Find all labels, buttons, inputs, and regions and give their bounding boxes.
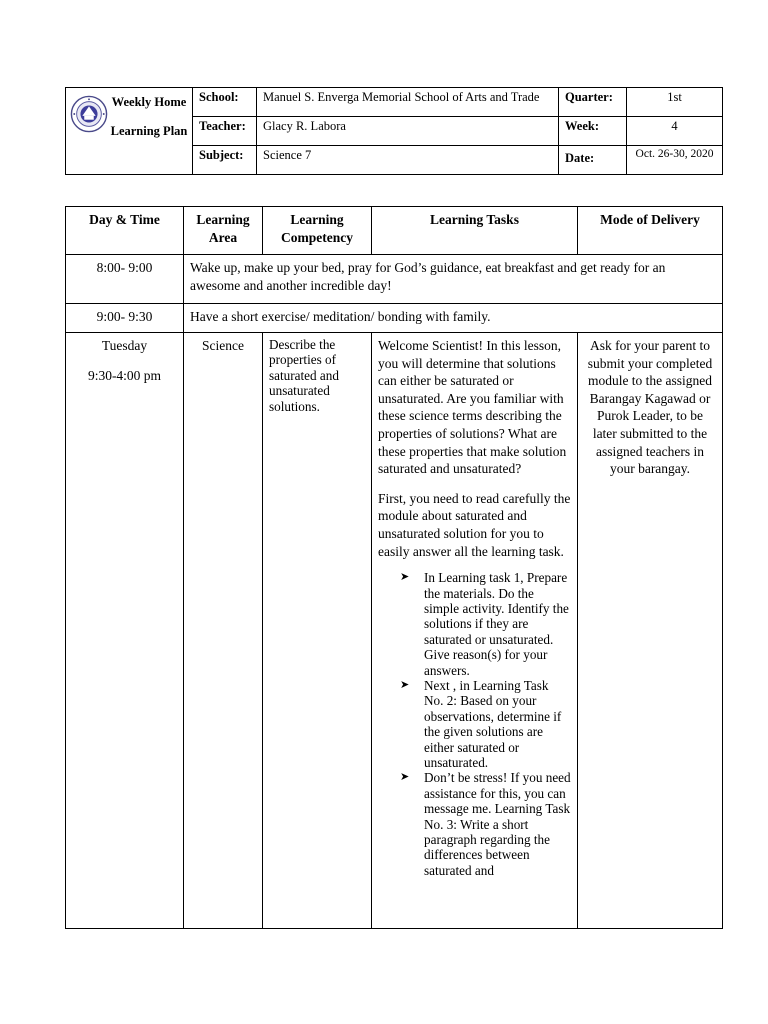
- list-item: [400, 570, 571, 678]
- teacher-label: Teacher:: [193, 117, 257, 146]
- table-header-row: [66, 207, 723, 255]
- row3-tasks: [372, 333, 578, 929]
- row3-area: Science: [184, 333, 263, 929]
- learning-plan-table: [65, 206, 723, 929]
- school-value: Manuel S. Enverga Memorial School of Arts and Trade: [257, 88, 559, 117]
- plan-title-line2: Learning Plan: [110, 124, 188, 138]
- week-label: Week:: [559, 117, 627, 146]
- list-item: [400, 770, 571, 878]
- row1-activity: Wake up, make up your bed, pray for God’s guidance, eat breakfast and get ready for an awesome and another incredible day!: [184, 255, 723, 304]
- table-row: [66, 255, 723, 304]
- row3-competency: Describe the properties of saturated and unsaturated solutions.: [263, 333, 372, 929]
- date-value: Oct. 26-30, 2020: [627, 146, 723, 175]
- col-header-learning-area: Learning Area: [184, 207, 263, 255]
- school-label: School:: [193, 88, 257, 117]
- row1-time: 8:00- 9:00: [66, 255, 184, 304]
- quarter-label: Quarter:: [559, 88, 627, 117]
- logo-title-cell: [66, 88, 193, 175]
- deped-seal-icon: [70, 95, 108, 133]
- col-header-learning-competency: Learning Competency: [263, 207, 372, 255]
- col-header-day-time: Day & Time: [66, 207, 184, 255]
- row2-time: 9:00- 9:30: [66, 304, 184, 333]
- subject-label: Subject:: [193, 146, 257, 175]
- teacher-value: Glacy R. Labora: [257, 117, 559, 146]
- row3-delivery: Ask for your parent to submit your completed module to the assigned Barangay Kagawad or Purok Leader, to be later submitted to the assigned teachers in your barangay.: [578, 333, 723, 929]
- row2-activity: Have a short exercise/ meditation/ bonding with family.: [184, 304, 723, 333]
- quarter-value: 1st: [627, 88, 723, 117]
- task-intro: Welcome Scientist! In this lesson, you will determine that solutions can either be saturated or unsaturated. Are you familiar with these science terms describing the properties of solutions? What are these properties that make solution saturated and unsaturated?: [378, 338, 567, 477]
- plan-title: [108, 88, 190, 146]
- task-first: First, you need to read carefully the module about saturated and unsaturated solution for you to easily answer all the learning task.: [378, 490, 571, 559]
- week-value: 4: [627, 117, 723, 146]
- task-item-text: Don’t be stress! If you need assistance for this, you can message me. Learning Task No. 3: Write a short paragraph regarding the differences between saturated and: [424, 770, 571, 878]
- task-item-text: In Learning task 1, Prepare the materials. Do the simple activity. Identify the solutions if they are saturated or unsaturated. Give reason(s) for your answers.: [424, 570, 569, 678]
- arrow-bullet-icon: ➤: [400, 571, 410, 584]
- arrow-bullet-icon: ➤: [400, 678, 410, 691]
- row3-day: Tuesday: [101, 338, 148, 353]
- row3-time: 9:30-4:00 pm: [87, 367, 162, 383]
- table-row: [66, 304, 723, 333]
- col-header-mode-of-delivery: Mode of Delivery: [578, 207, 723, 255]
- subject-value: Science 7: [257, 146, 559, 175]
- arrow-bullet-icon: ➤: [400, 771, 410, 784]
- date-label: Date:: [559, 146, 627, 175]
- task-list: [378, 570, 571, 878]
- plan-title-line1: Weekly Home: [111, 95, 187, 109]
- row3-day-time: [66, 333, 184, 929]
- task-item-text: Next , in Learning Task No. 2: Based on your observations, determine if the given solutions are either saturated or unsaturated.: [424, 677, 562, 770]
- col-header-learning-tasks: Learning Tasks: [372, 207, 578, 255]
- table-row: [66, 333, 723, 929]
- list-item: [400, 677, 571, 770]
- header-table: [65, 87, 723, 175]
